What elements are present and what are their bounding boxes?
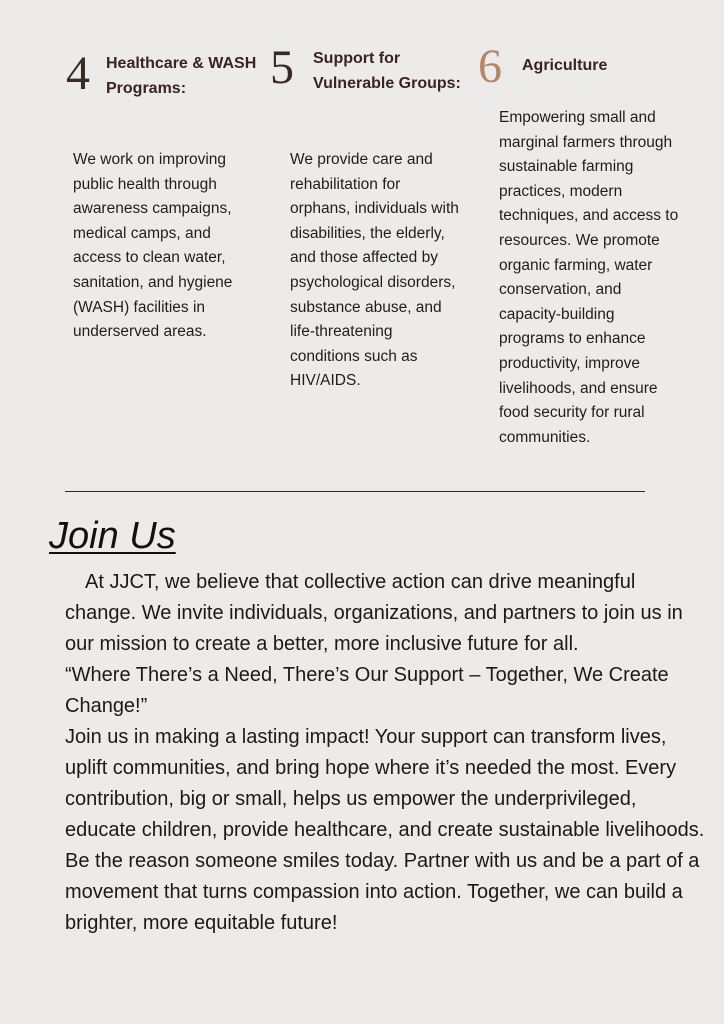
join-us-body	[65, 567, 705, 939]
join-paragraph-impact: Join us in making a lasting impact! Your support can transform lives, uplift communities, and bring hope where it’s needed the most. Every contribution, big or small, helps us empower the underprivileged, educate children, provide healthcare, and create sustainable livelihoods.	[65, 726, 705, 841]
program-title-healthcare	[106, 51, 256, 101]
join-paragraph-closing: Be the reason someone smiles today. Partner with us and be a part of a movement that turns compassion into action. Together, we can build a brighter, more equitable future!	[65, 850, 700, 934]
program-title-line-1: Support for	[313, 50, 401, 67]
program-title-line-1: Agriculture	[522, 57, 608, 74]
join-us-heading: Join Us	[49, 515, 176, 557]
join-paragraph-quote: “Where There’s a Need, There’s Our Support – Together, We Create Change!”	[65, 664, 669, 717]
program-title-line-2: Vulnerable Groups:	[313, 75, 461, 92]
program-title-line-1: Healthcare & WASH	[106, 55, 257, 72]
program-number-6: 6	[478, 40, 502, 93]
program-title-vulnerable-groups	[313, 46, 461, 96]
program-description-agriculture: Empowering small and marginal farmers through sustainable farming practices, modern techniques, and access to resources. We promote organic farming, water conservation, and capacity-building programs to enhance productivity, improve livelihoods, and ensure food security for rural communities.	[499, 109, 679, 446]
program-title-agriculture	[522, 53, 607, 78]
join-paragraph-intro: At JJCT, we believe that collective action can drive meaningful change. We invite individuals, organizations, and partners to join us in our mission to create a better, more inclusive future for all.	[65, 571, 683, 655]
section-divider	[65, 491, 645, 492]
program-title-line-2: Programs:	[106, 80, 187, 97]
program-number-5: 5	[270, 41, 294, 94]
program-number-4: 4	[66, 47, 90, 100]
program-description-vulnerable-groups: We provide care and rehabilitation for orphans, individuals with disabilities, the elderly, and those affected by psychological disorders, substance abuse, and life-threatening conditions such as HIV/AIDS.	[290, 151, 459, 390]
program-description-healthcare: We work on improving public health through awareness campaigns, medical camps, and access to clean water, sanitation, and hygiene (WASH) facilities in underserved areas.	[73, 151, 233, 341]
